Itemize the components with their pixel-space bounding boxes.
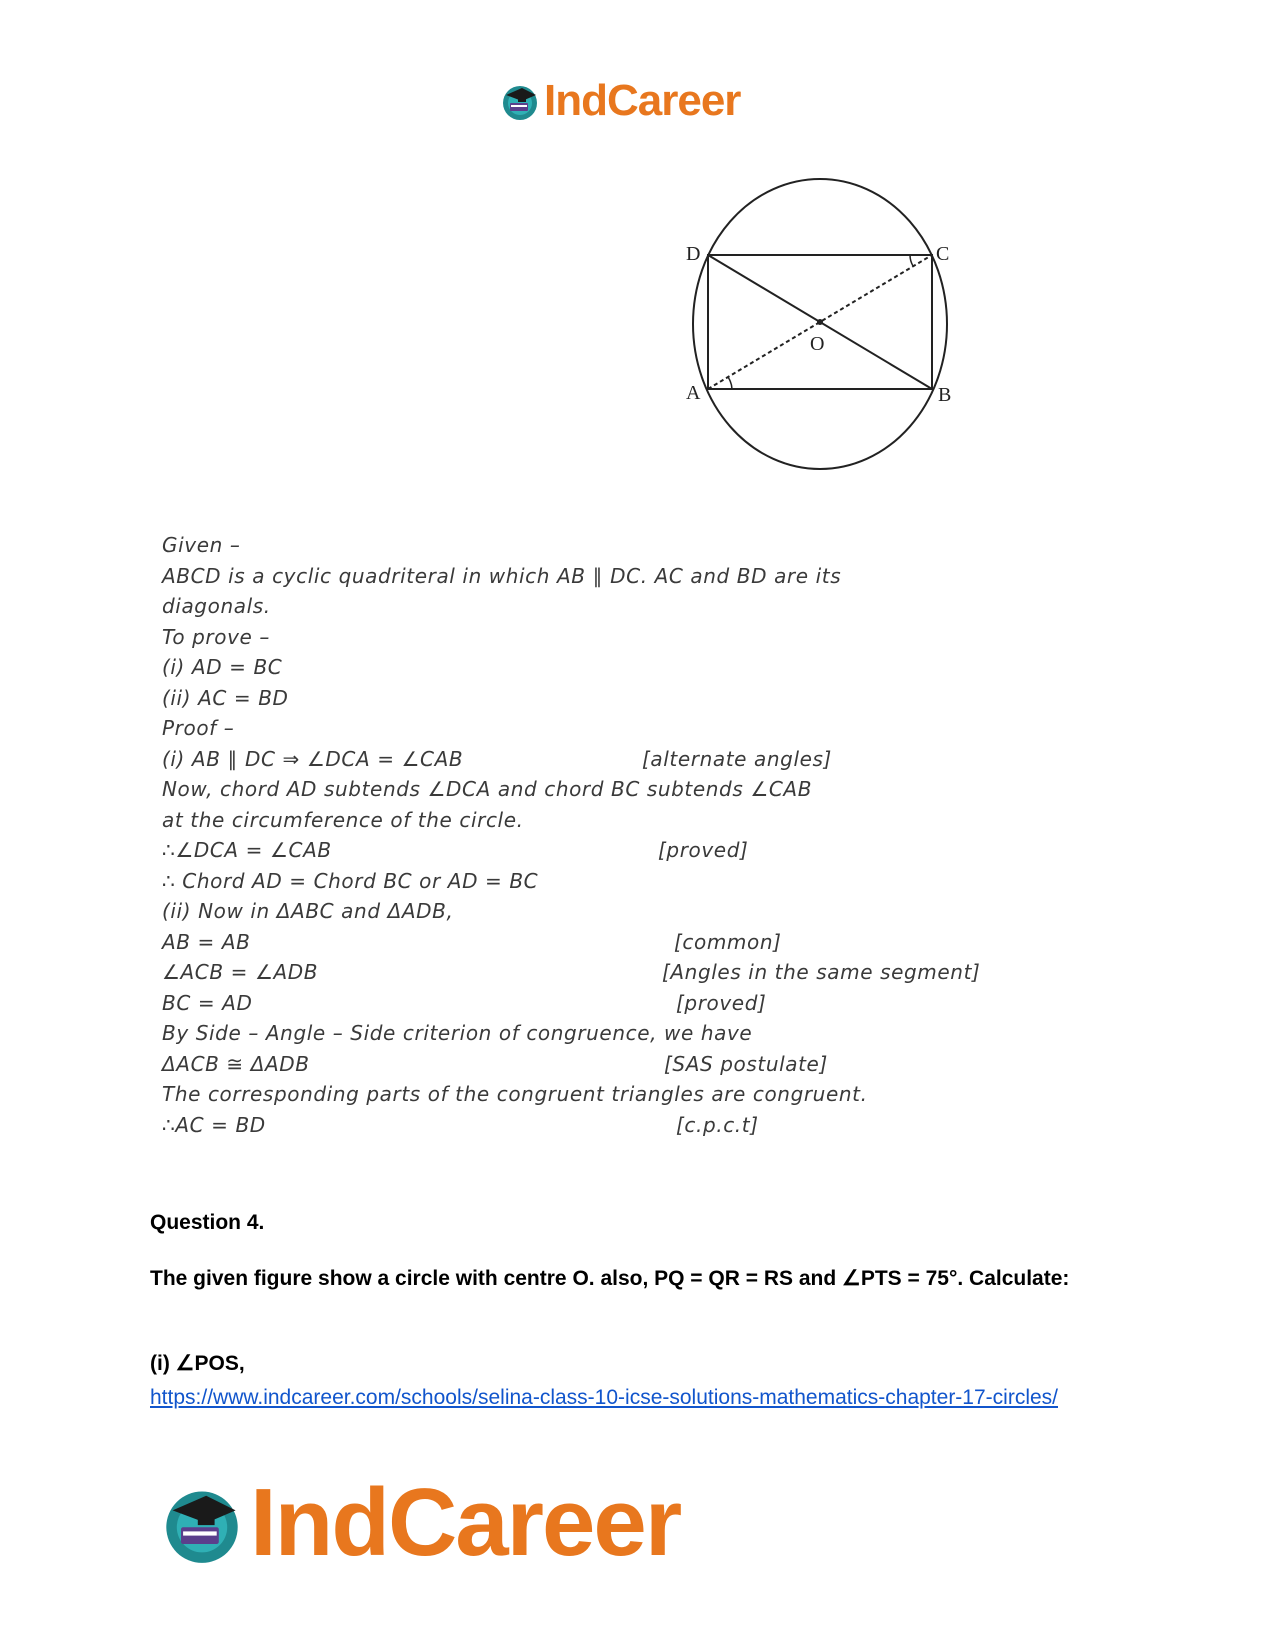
proof-line-step: at the circumference of the circle. <box>162 807 524 832</box>
angle-mark-a <box>728 377 732 389</box>
proof-line-step: The corresponding parts of the congruent triangles are congruent. <box>162 1082 868 1106</box>
footer-logo <box>160 1468 680 1578</box>
proof-reason: [c.p.c.t] <box>676 1112 759 1137</box>
proof-line-to-prove: To prove – <box>162 624 270 649</box>
proof-reason: [proved] <box>658 838 749 862</box>
graduation-cap-globe-icon <box>160 1481 244 1565</box>
proof-line-given: Given – <box>162 533 241 557</box>
angle-mark-c <box>910 255 913 266</box>
label-d: D <box>686 243 701 265</box>
proof-line-step: ∴AC = BD [c.p.c.t] <box>162 1110 1062 1141</box>
proof-line-prove-ii: (ii) AC = BD <box>162 685 289 710</box>
cyclic-quadrilateral-figure <box>686 178 990 498</box>
source-link[interactable]: https://www.indcareer.com/schools/selina-class-10-icse-solutions-mathematics-chapter-17-circles/ <box>150 1386 1058 1409</box>
question-text: The given figure show a circle with centre O. also, PQ = QR = RS and ∠PTS = 75°. Calculate: <box>150 1267 1070 1290</box>
brand-wordmark: IndCareer <box>544 76 741 125</box>
proof-line-step: (i) AB ∥ DC ⇒ ∠DCA = ∠CAB [alternate angles] <box>162 744 1062 775</box>
proof-line-prove-i: (i) AD = BC <box>162 655 283 679</box>
proof-line-step: Now, chord AD subtends ∠DCA and chord BC subtends ∠CAB <box>162 777 813 801</box>
label-b: B <box>938 384 952 406</box>
proof-line-step: By Side – Angle – Side criterion of congruence, we have <box>162 1021 753 1045</box>
label-o: O <box>810 333 825 355</box>
brand-wordmark: IndCareer <box>250 1469 681 1576</box>
proof-reason: [SAS postulate] <box>664 1051 828 1076</box>
label-c: C <box>936 243 950 265</box>
proof-reason: [alternate angles] <box>642 746 832 771</box>
proof-reason: [common] <box>674 929 782 954</box>
proof-reason: [Angles in the same segment] <box>662 960 981 984</box>
proof-line-step: (ii) Now in ΔABC and ΔADB, <box>162 899 454 923</box>
proof-line-step: ∴∠DCA = ∠CAB [proved] <box>162 835 1062 866</box>
proof-line-step: ∠ACB = ∠ADB [Angles in the same segment] <box>162 957 1062 988</box>
proof-line-given-statement: ABCD is a cyclic quadriteral in which AB ∥ DC. AC and BD are its <box>162 563 842 588</box>
centre-point <box>817 319 823 325</box>
graduation-cap-globe-icon <box>500 81 540 121</box>
question-title: Question 4. <box>150 1211 265 1234</box>
proof-line-step: ∴ Chord AD = Chord BC or AD = BC <box>162 868 539 893</box>
label-a: A <box>686 382 701 404</box>
proof-line-proof: Proof – <box>162 716 235 740</box>
proof-block <box>162 530 1062 1140</box>
proof-reason: [proved] <box>676 990 767 1015</box>
proof-line-step: BC = AD [proved] <box>162 988 1062 1019</box>
question-part-i: (i) ∠POS, <box>150 1352 245 1375</box>
proof-line-step: AB = AB [common] <box>162 927 1062 958</box>
proof-line-given-statement-cont: diagonals. <box>162 594 271 618</box>
header-logo <box>500 76 740 126</box>
proof-line-step: ΔACB ≅ ΔADB [SAS postulate] <box>162 1049 1062 1080</box>
